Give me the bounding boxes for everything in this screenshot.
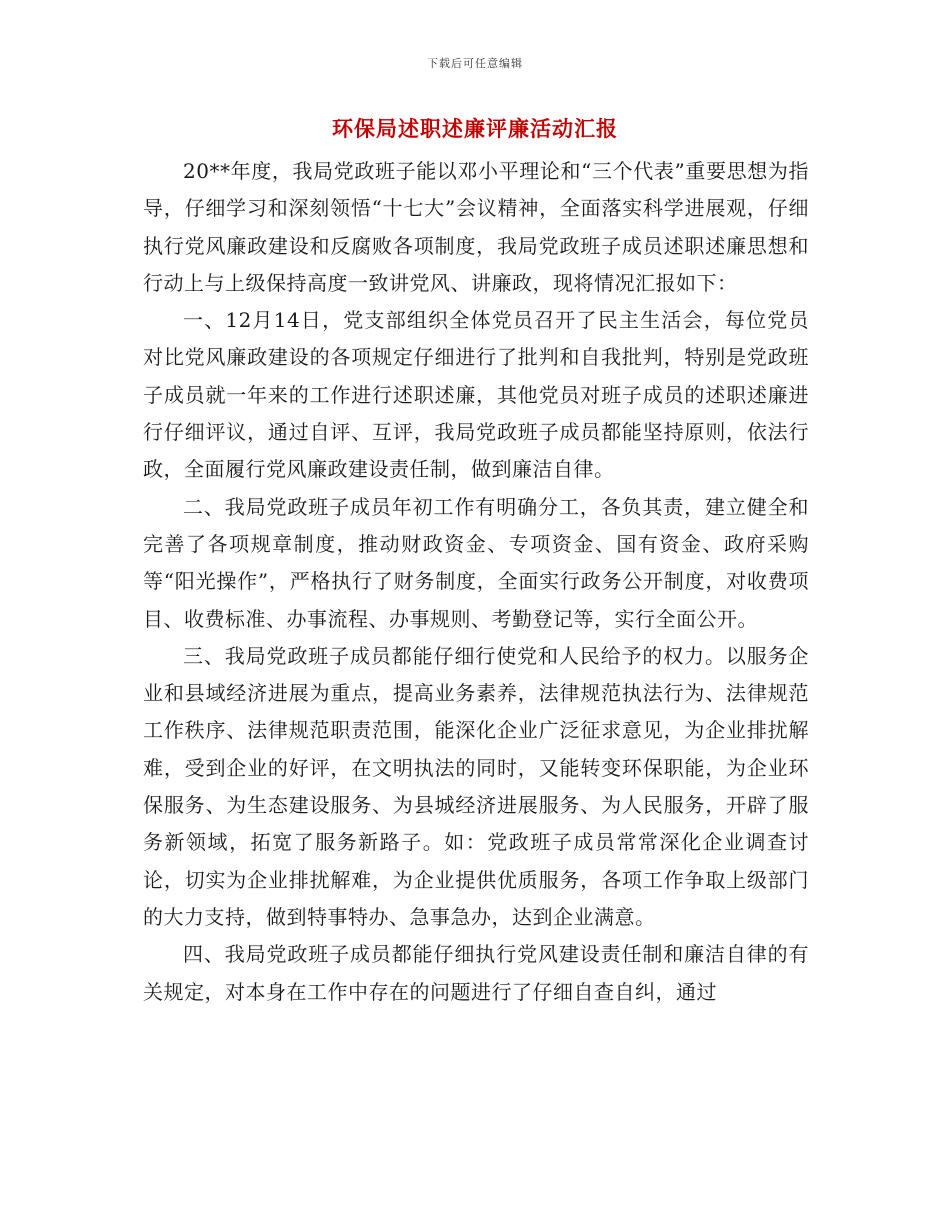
header-note: 下载后可任意编辑 <box>427 57 523 70</box>
paragraph-section-2: 二、我局党政班子成员年初工作有明确分工，各负其责，建立健全和完善了各项规章制度，推动财政资金、专项资金、国有资金、政府采购等“阳光操作”，严格执行了财务制度，全面实行政务公开制度，对收费项目、收费标准、办事流程、办事规则、考勤登记等，实行全面公开。 <box>143 494 809 631</box>
document-title: 环保局述职述廉评廉活动汇报 <box>332 116 618 141</box>
paragraph-section-3: 三、我局党政班子成员都能仔细行使党和人民给予的权力。以服务企业和县域经济进展为重点，提高业务素养，法律规范执法行为、法律规范工作秩序、法律规范职责范围，能深化企业广泛征求意见，为企业排扰解难，受到企业的好评，在文明执法的同时，又能转变环保职能，为企业环保服务、为生态建设服务、为县城经济进展服务、为人民服务，开辟了服务新领域，拓宽了服务新路子。如：党政班子成员常常深化企业调查讨论，切实为企业排扰解难，为企业提供优质服务，各项工作争取上级部门的大力支持，做到特事特办、急事急办，达到企业满意。 <box>143 643 809 929</box>
paragraph-section-1: 一、12月14日，党支部组织全体党员召开了民主生活会，每位党员对比党风廉政建设的各项规定仔细进行了批判和自我批判，特别是党政班子成员就一年来的工作进行述职述廉，其他党员对班子成员的述职述廉进行仔细评议，通过自评、互评，我局党政班子成员都能坚持原则，依法行政，全面履行党风廉政建设责任制，做到廉洁自律。 <box>143 308 809 482</box>
paragraph-section-4: 四、我局党政班子成员都能仔细执行党风建设责任制和廉洁自律的有关规定，对本身在工作中存在的问题进行了仔细自查自纠，通过 <box>143 942 809 1004</box>
document-body <box>143 153 809 1011</box>
paragraph-intro: 20**年度，我局党政班子能以邓小平理论和“三个代表”重要思想为指导，仔细学习和深刻领悟“十七大”会议精神，全面落实科学进展观，仔细执行党风廉政建设和反腐败各项制度，我局党政班子成员述职述廉思想和行动上与上级保持高度一致讲党风、讲廉政，现将情况汇报如下： <box>143 159 809 295</box>
